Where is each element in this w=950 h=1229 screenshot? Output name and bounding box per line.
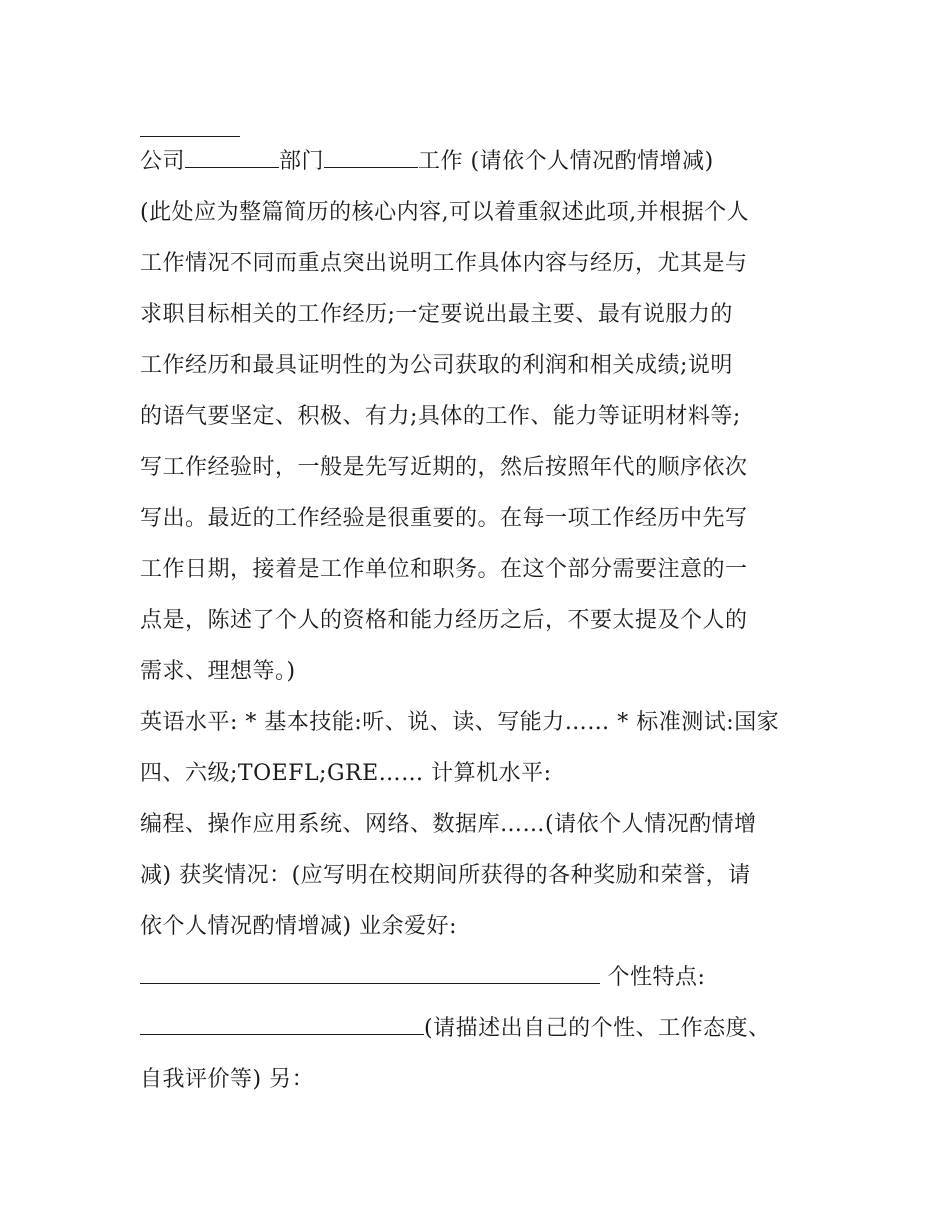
paragraph-line: 的语气要坚定、积极、有力;具体的工作、能力等证明材料等; — [140, 404, 741, 429]
company-department-line — [140, 136, 820, 187]
paragraph-line: 点是，陈述了个人的资格和能力经历之后，不要太提及个人的 — [140, 608, 748, 633]
department-label: 部门 — [279, 149, 325, 174]
paragraph-line: 写出。最近的工作经验是很重要的。在每一项工作经历中先写 — [140, 506, 748, 531]
paragraph-line: 编程、操作应用系统、网络、数据库……(请依个人情况酌情增 — [140, 812, 757, 837]
paragraph-line: 工作日期，接着是工作单位和职务。在这个部分需要注意的一 — [140, 557, 748, 582]
last-line: 自我评价等) 另： — [140, 1067, 315, 1092]
department-blank[interactable] — [324, 137, 418, 168]
paragraph-line: (此处应为整篇简历的核心内容,可以着重叙述此项,并根据个人 — [140, 200, 750, 225]
paragraph-line: 工作经历和最具证明性的为公司获取的利润和相关成绩;说明 — [140, 353, 733, 378]
core-content-paragraph — [140, 187, 820, 697]
personality-blank[interactable] — [140, 1004, 424, 1035]
company-label: 公司 — [140, 149, 186, 174]
personality-description: (请描述出自己的个性、工作态度、 — [424, 1016, 771, 1041]
paragraph-line: 四、六级;TOEFL;GRE…… 计算机水平: — [140, 761, 552, 786]
resume-template-page — [140, 100, 820, 1105]
personality-blank-line — [140, 1003, 820, 1054]
paragraph-line: 依个人情况酌情增减) 业余爱好: — [140, 914, 457, 939]
paragraph-line: 工作情况不同而重点突出说明工作具体内容与经历，尤其是与 — [140, 251, 748, 276]
work-label: 工作 (请依个人情况酌情增减) — [418, 149, 714, 174]
paragraph-line: 需求、理想等。) — [140, 659, 296, 684]
hobby-blank-line — [140, 952, 820, 1003]
paragraph-line: 减) 获奖情况：(应写明在校期间所获得的各种奖励和荣誉，请 — [140, 863, 751, 888]
top-fill-blank — [140, 100, 820, 136]
paragraph-line: 英语水平: * 基本技能:听、说、读、写能力…… * 标准测试:国家 — [140, 710, 780, 735]
paragraph-line: 求职目标相关的工作经历;一定要说出最主要、最有说服力的 — [140, 302, 733, 327]
fill-blank[interactable] — [140, 100, 240, 137]
company-blank[interactable] — [185, 137, 279, 168]
personality-label: 个性特点: — [600, 965, 706, 990]
hobby-blank[interactable] — [140, 953, 600, 984]
skills-paragraph — [140, 697, 820, 952]
paragraph-line: 写工作经验时，一般是先写近期的，然后按照年代的顺序依次 — [140, 455, 748, 480]
